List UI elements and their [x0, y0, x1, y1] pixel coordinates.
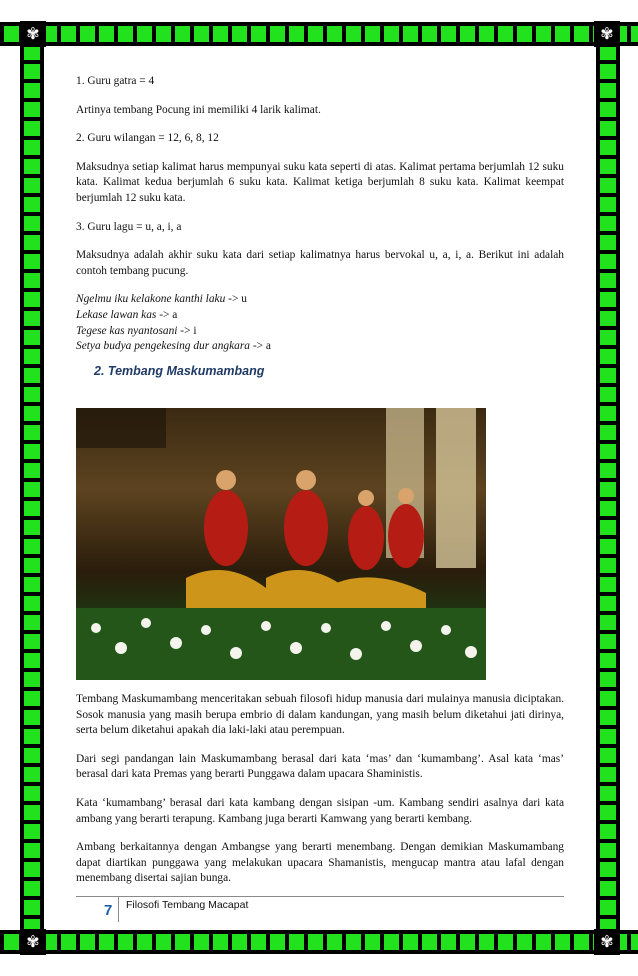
corner-ornament-icon: ✾: [20, 21, 46, 47]
dancers-illustration: [76, 408, 486, 680]
maskumambang-text: [76, 692, 564, 900]
page-border-left: [20, 22, 44, 954]
page-border-top: [0, 22, 638, 46]
guru-wilangan: 2. Guru wilangan = 12, 6, 8, 12: [76, 132, 219, 145]
poem-line: Tegese kas nyantosani -> i: [76, 324, 197, 337]
footer-title: Filosofi Tembang Macapat: [126, 899, 249, 911]
corner-ornament-icon: ✾: [594, 21, 620, 47]
section-heading: 2. Tembang Maskumambang: [94, 364, 265, 378]
paragraph: Kata ‘kumambang’ berasal dari kata kambang dengan sisipan -um. Kambang sendiri asalnya dari kata ambang yang berarti terapung. Kambang juga berarti Kamwang yang berarti kembang.: [76, 796, 564, 825]
paragraph: Ambang berkaitannya dengan Ambangse yang berarti menembang. Dengan demikian Maskumambang dapat diartikan punggawa yang melakukan upacara Shamanistis, mengucap mantra atau lafal dengan menembang disertai sajian bunga.: [76, 841, 564, 885]
guru-gatra: 1. Guru gatra = 4: [76, 75, 155, 87]
page-border-bottom: [0, 930, 638, 954]
footer-divider: [76, 896, 564, 897]
poem-line: Ngelmu iku kelakone kanthi laku -> u: [76, 293, 247, 306]
poem-line: Lekase lawan kas -> a: [76, 308, 178, 321]
corner-ornament-icon: ✾: [594, 929, 620, 955]
maksudnya-lagu: Maksudnya adalah akhir suku kata dari setiap kalimatnya harus bervokal u, a, i, a. Berikut ini adalah contoh tembang pucung.: [76, 249, 564, 277]
corner-ornament-icon: ✾: [20, 929, 46, 955]
footer-separator: [118, 896, 119, 922]
maksudnya-wilangan: Maksudnya setiap kalimat harus mempunyai suku kata seperti di atas. Kalimat pertama berjumlah 12 suku kata. Kalimat kedua berjumlah 6 suku kata. Kalimat ketiga berjumlah 8 suku kata. Kalimat keempat berjumlah 12 suku kata.: [76, 160, 564, 204]
pocung-explanation: [76, 74, 564, 355]
page-number: 7: [104, 902, 113, 919]
paragraph: Dari segi pandangan lain Maskumambang berasal dari kata ‘mas’ dan ‘kumambang’. Asal kata ‘mas’ berasal dari kata Premas yang berarti Punggawa dalam upacara Shaministis.: [76, 752, 564, 781]
guru-lagu: 3. Guru lagu = u, a, i, a: [76, 220, 182, 233]
paragraph: Tembang Maskumambang menceritakan sebuah filosofi hidup manusia dari mulainya manusia diciptakan. Sosok manusia yang masih berupa embrio di dalam kandungan, yang masih belum diketahui jati dirinya, serta belum diketahui apakah dia laki-laki atau perempuan.: [76, 693, 564, 737]
page-border-right: [596, 22, 620, 954]
artinya-text: Artinya tembang Pocung ini memiliki 4 larik kalimat.: [76, 103, 321, 116]
poem-line: Setya budya pengekesing dur angkara -> a: [76, 340, 271, 353]
dancers-photo: [76, 408, 486, 680]
poem-block: [76, 292, 564, 354]
